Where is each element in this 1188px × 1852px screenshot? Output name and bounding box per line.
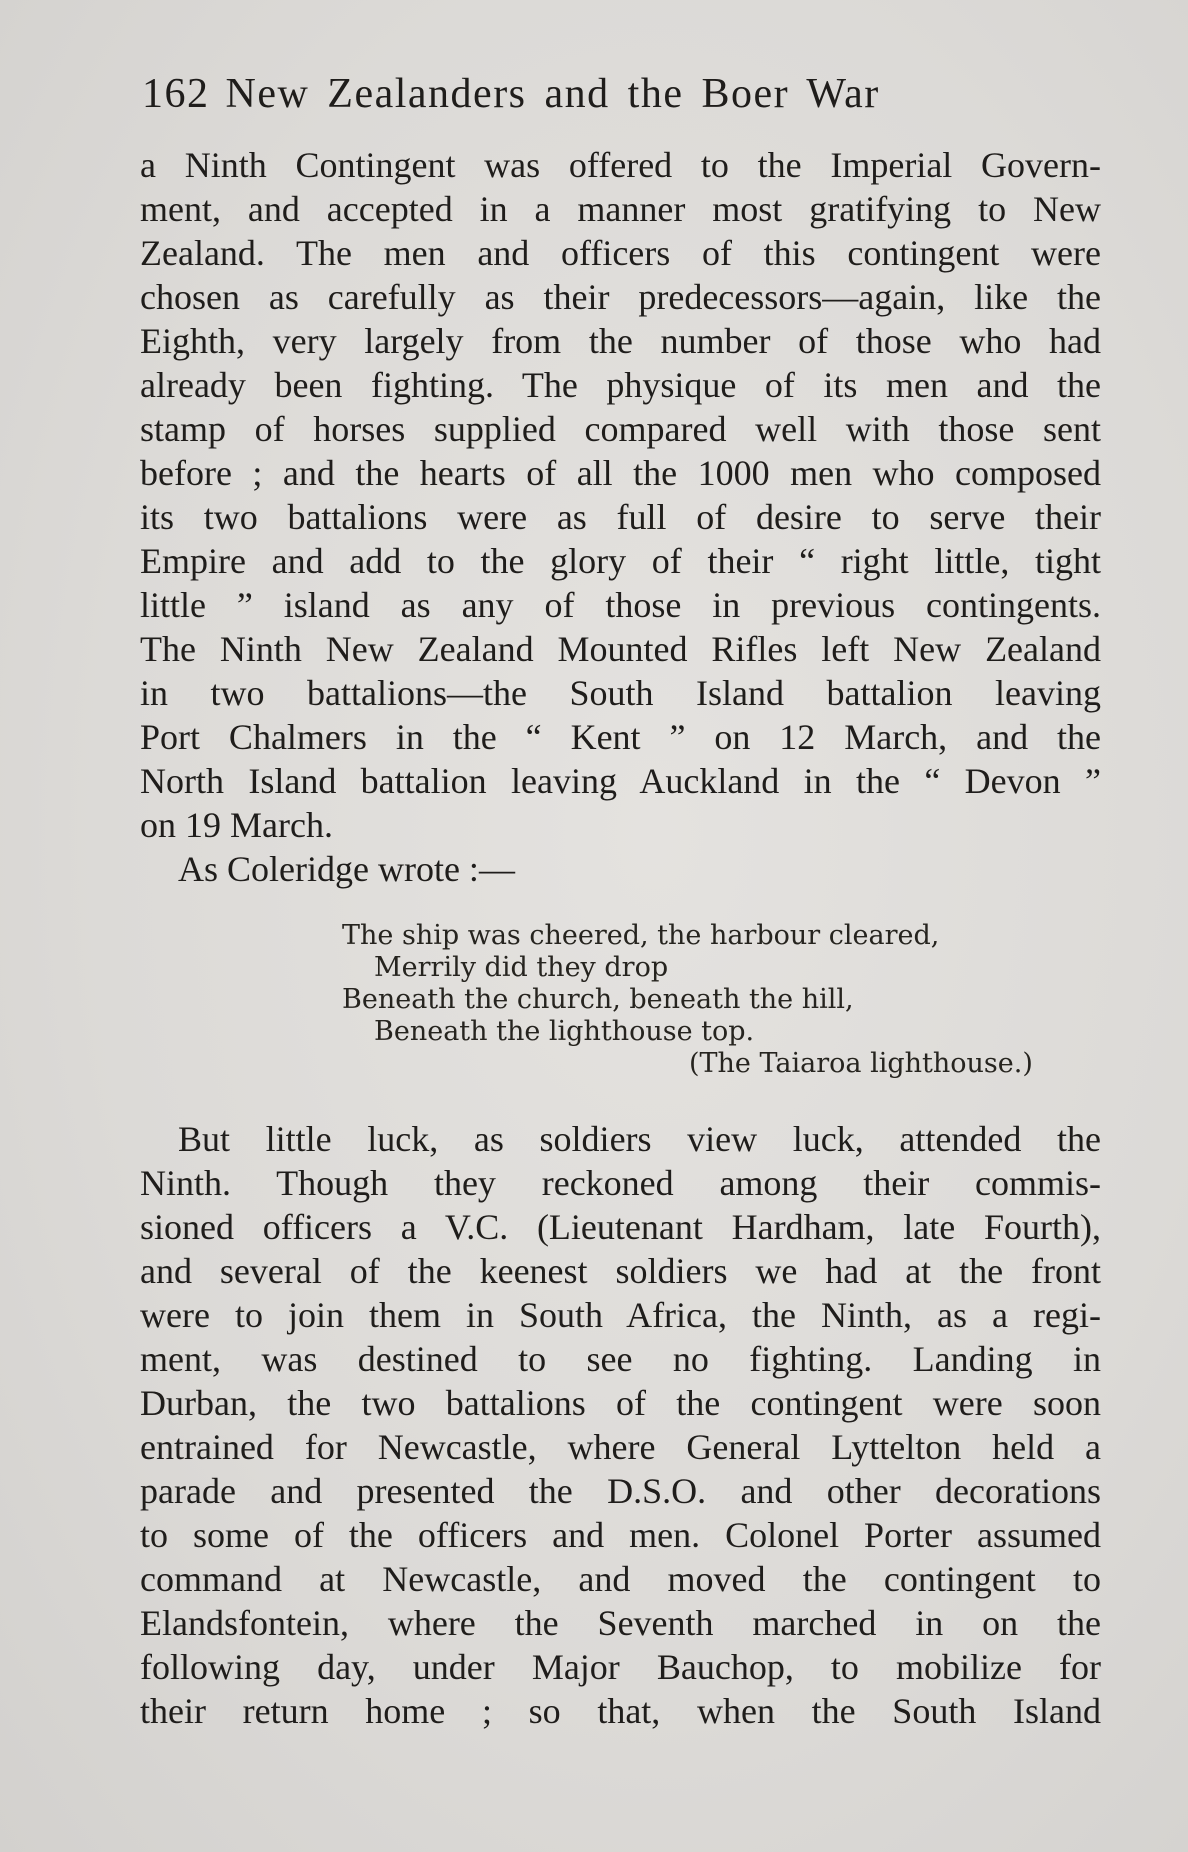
text-line: ment, was destined to see no fighting. Landing in <box>140 1339 1101 1379</box>
paragraph-2 <box>140 1117 1101 1733</box>
quote-attribution: (The Taiaroa lighthouse.) <box>689 1048 1033 1079</box>
text-line: parade and presented the D.S.O. and other decorations <box>140 1471 1101 1511</box>
text-line: in two battalions—the South Island battalion leaving <box>140 673 1101 713</box>
text-line: The Ninth New Zealand Mounted Rifles left New Zealand <box>140 629 1101 669</box>
verse-line: Merrily did they drop <box>374 952 669 983</box>
text-line: Empire and add to the glory of their “ right little, tight <box>140 541 1101 581</box>
verse-line: Beneath the church, beneath the hill, <box>342 984 854 1015</box>
text-line: North Island battalion leaving Auckland in the “ Devon ” <box>140 761 1101 801</box>
text-line: sioned officers a V.C. (Lieutenant Hardham, late Fourth), <box>140 1207 1101 1247</box>
running-header <box>142 70 1050 118</box>
text-line: But little luck, as soldiers view luck, attended the <box>178 1119 1101 1159</box>
text-line: Durban, the two battalions of the contingent were soon <box>140 1383 1101 1423</box>
running-title: New Zealanders and the Boer War <box>225 71 880 117</box>
text-line: entrained for Newcastle, where General Lyttelton held a <box>140 1427 1101 1467</box>
text-line: were to join them in South Africa, the Ninth, as a regi- <box>140 1295 1101 1335</box>
text-line: Elandsfontein, where the Seventh marched in on the <box>140 1603 1101 1643</box>
text-line: its two battalions were as full of desire to serve their <box>140 497 1101 537</box>
text-line: Eighth, very largely from the number of those who had <box>140 321 1101 361</box>
text-line: command at Newcastle, and moved the contingent to <box>140 1559 1101 1599</box>
verse-quotation <box>342 920 1072 1080</box>
text-line: their return home ; so that, when the South Island <box>140 1691 1101 1731</box>
verse-line: Beneath the lighthouse top. <box>374 1016 755 1047</box>
page-number: 162 <box>142 71 210 117</box>
verse-line: The ship was cheered, the harbour cleared, <box>342 920 940 951</box>
text-line: chosen as carefully as their predecessors—again, like the <box>140 277 1101 317</box>
text-line: stamp of horses supplied compared well with those sent <box>140 409 1101 449</box>
text-line: little ” island as any of those in previous contingents. <box>140 585 1101 625</box>
text-line: a Ninth Contingent was offered to the Imperial Govern- <box>140 145 1101 185</box>
text-line: ment, and accepted in a manner most gratifying to New <box>140 189 1101 229</box>
text-line: to some of the officers and men. Colonel Porter assumed <box>140 1515 1101 1555</box>
text-line: following day, under Major Bauchop, to mobilize for <box>140 1647 1101 1687</box>
text-line: on 19 March. <box>140 805 333 845</box>
text-line: Port Chalmers in the “ Kent ” on 12 March, and the <box>140 717 1101 757</box>
paragraph-1 <box>140 143 1101 891</box>
text-line: Zealand. The men and officers of this contingent were <box>140 233 1101 273</box>
text-line: and several of the keenest soldiers we had at the front <box>140 1251 1101 1291</box>
text-line: before ; and the hearts of all the 1000 men who composed <box>140 453 1101 493</box>
text-line: already been fighting. The physique of its men and the <box>140 365 1101 405</box>
text-line: As Coleridge wrote :— <box>178 849 515 889</box>
text-line: Ninth. Though they reckoned among their commis- <box>140 1163 1101 1203</box>
